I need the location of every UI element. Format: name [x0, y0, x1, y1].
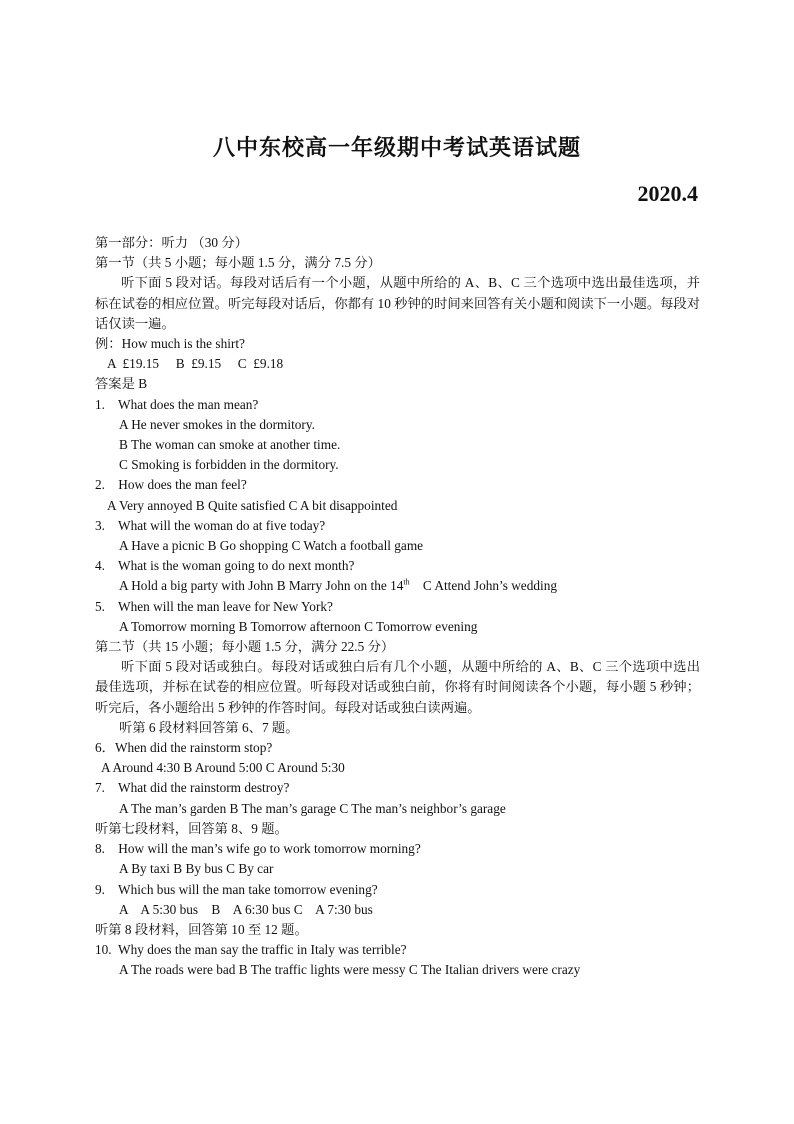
question-1: 1. What does the man mean?	[95, 396, 259, 412]
question-4-option-c: C Attend John’s wedding	[409, 578, 558, 594]
exam-content	[95, 233, 700, 981]
question-8-options: A By taxi B By bus C By car	[119, 861, 274, 877]
example-answer: 答案是 B	[95, 376, 148, 392]
question-5: 5. When will the man leave for New York?	[95, 598, 333, 614]
question-1-option-c: C Smoking is forbidden in the dormitory.	[119, 457, 339, 473]
question-8: 8. How will the man’s wife go to work tomorrow morning?	[95, 841, 421, 857]
question-1-option-b: B The woman can smoke at another time.	[119, 437, 341, 453]
page-title: 八中东校高一年级期中考试英语试题	[212, 135, 581, 160]
question-3-options: A Have a picnic B Go shopping C Watch a football game	[119, 538, 424, 554]
example-options: A £19.15 B £9.15 C £9.18	[107, 356, 284, 372]
question-2: 2. How does the man feel?	[95, 477, 247, 493]
ordinal-suffix: th	[403, 578, 410, 588]
question-5-options: A Tomorrow morning B Tomorrow afternoon C Tomorrow evening	[119, 618, 478, 634]
material-note: 听第 8 段材料，回答第 10 至 12 题。	[95, 921, 308, 937]
question-1-option-a: A He never smokes in the dormitory.	[119, 416, 315, 432]
question-4: 4. What is the woman going to do next month?	[95, 558, 355, 574]
section-instruction: 听下面 5 段对话或独白。每段对话或独白后有几个小题，从题中所给的 A、B、C 三个选项中选出最佳选项，并标在试卷的相应位置。听每段对话或独白前，你将有时间阅读各个小题，每小题 5 秒钟；听完后，各小题给出 5 秒钟的作答时间。每段对话或独白读两遍。	[95, 659, 700, 715]
question-7: 7. What did the rainstorm destroy?	[95, 780, 290, 796]
section-heading: 第一节（共 5 小题；每小题 1.5 分，满分 7.5 分）	[95, 255, 381, 271]
question-6-options: A Around 4:30 B Around 5:00 C Around 5:30	[101, 760, 345, 776]
exam-date: 2020.4	[637, 181, 698, 206]
section-heading: 第二节（共 15 小题；每小题 1.5 分，满分 22.5 分）	[95, 639, 395, 655]
example-question: 例：How much is the shirt?	[95, 336, 245, 352]
question-4-options-ab: A Hold a big party with John B Marry John on the 14	[119, 578, 404, 594]
question-4-options	[95, 576, 700, 596]
part-heading: 第一部分：听力 （30 分）	[95, 235, 248, 250]
material-note: 听第七段材料，回答第 8、9 题。	[95, 820, 288, 836]
question-7-options: A The man’s garden B The man’s garage C The man’s neighbor’s garage	[119, 800, 506, 816]
question-2-options: A Very annoyed B Quite satisfied C A bit disappointed	[107, 497, 398, 513]
question-6: 6．When did the rainstorm stop?	[95, 740, 273, 756]
question-10: 10. Why does the man say the traffic in Italy was terrible?	[95, 942, 407, 958]
material-note: 听第 6 段材料回答第 6、7 题。	[119, 719, 299, 735]
question-10-options: A The roads were bad B The traffic lights were messy C The Italian drivers were crazy	[119, 962, 581, 978]
question-9-options: A A 5:30 bus B A 6:30 bus C A 7:30 bus	[119, 901, 373, 917]
question-3: 3. What will the woman do at five today?	[95, 517, 326, 533]
section-instruction: 听下面 5 段对话。每段对话后有一个小题，从题中所给的 A、B、C 三个选项中选出最佳选项，并标在试卷的相应位置。听完每段对话后，你都有 10 秒钟的时间来回答有关小题和阅读下一小题。每段对话仅读一遍。	[95, 275, 701, 331]
question-9: 9. Which bus will the man take tomorrow evening?	[95, 881, 378, 897]
